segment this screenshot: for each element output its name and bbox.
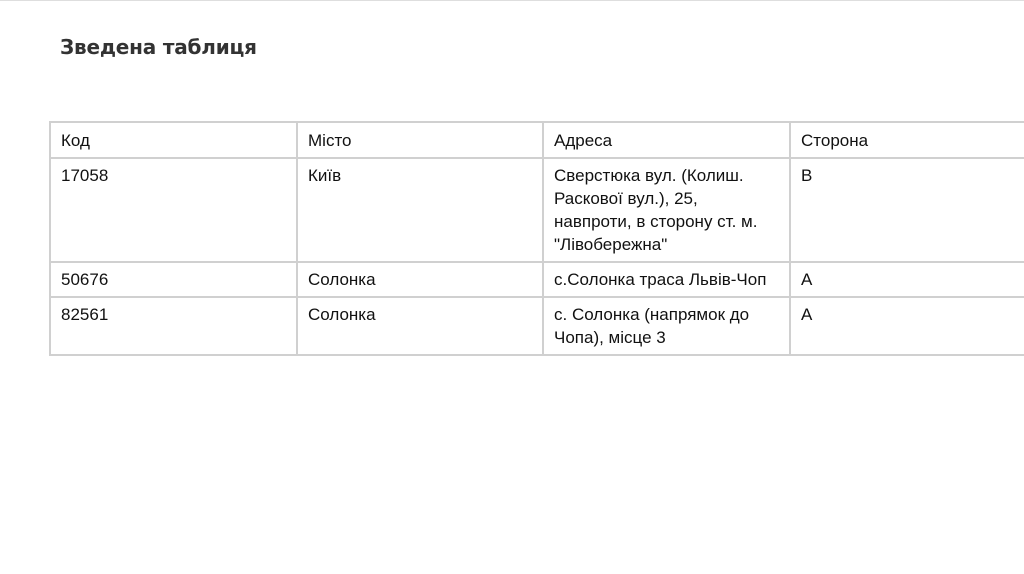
cell-code: 17058	[50, 158, 297, 262]
table-body	[50, 158, 1024, 355]
cell-side: A	[790, 262, 1024, 297]
page-title: Зведена таблиця	[60, 35, 257, 59]
table-header	[50, 122, 1024, 158]
cell-address: с. Солонка (напрямок до Чопа), місце 3	[543, 297, 790, 355]
table-row	[50, 262, 1024, 297]
cell-side: B	[790, 158, 1024, 262]
column-header-code: Код	[50, 122, 297, 158]
header-row	[50, 122, 1024, 158]
column-header-city: Місто	[297, 122, 543, 158]
summary-table	[49, 121, 1024, 356]
cell-side: A	[790, 297, 1024, 355]
cell-city: Солонка	[297, 262, 543, 297]
table-row	[50, 297, 1024, 355]
column-header-side: Сторона	[790, 122, 1024, 158]
cell-code: 82561	[50, 297, 297, 355]
table-row	[50, 158, 1024, 262]
top-divider	[0, 0, 1024, 1]
cell-city: Солонка	[297, 297, 543, 355]
cell-city: Київ	[297, 158, 543, 262]
cell-address: с.Солонка траса Львів-Чоп	[543, 262, 790, 297]
cell-address: Сверстюка вул. (Колиш. Раскової вул.), 25, навпроти, в сторону ст. м. "Лівобережна"	[543, 158, 790, 262]
cell-code: 50676	[50, 262, 297, 297]
column-header-address: Адреса	[543, 122, 790, 158]
